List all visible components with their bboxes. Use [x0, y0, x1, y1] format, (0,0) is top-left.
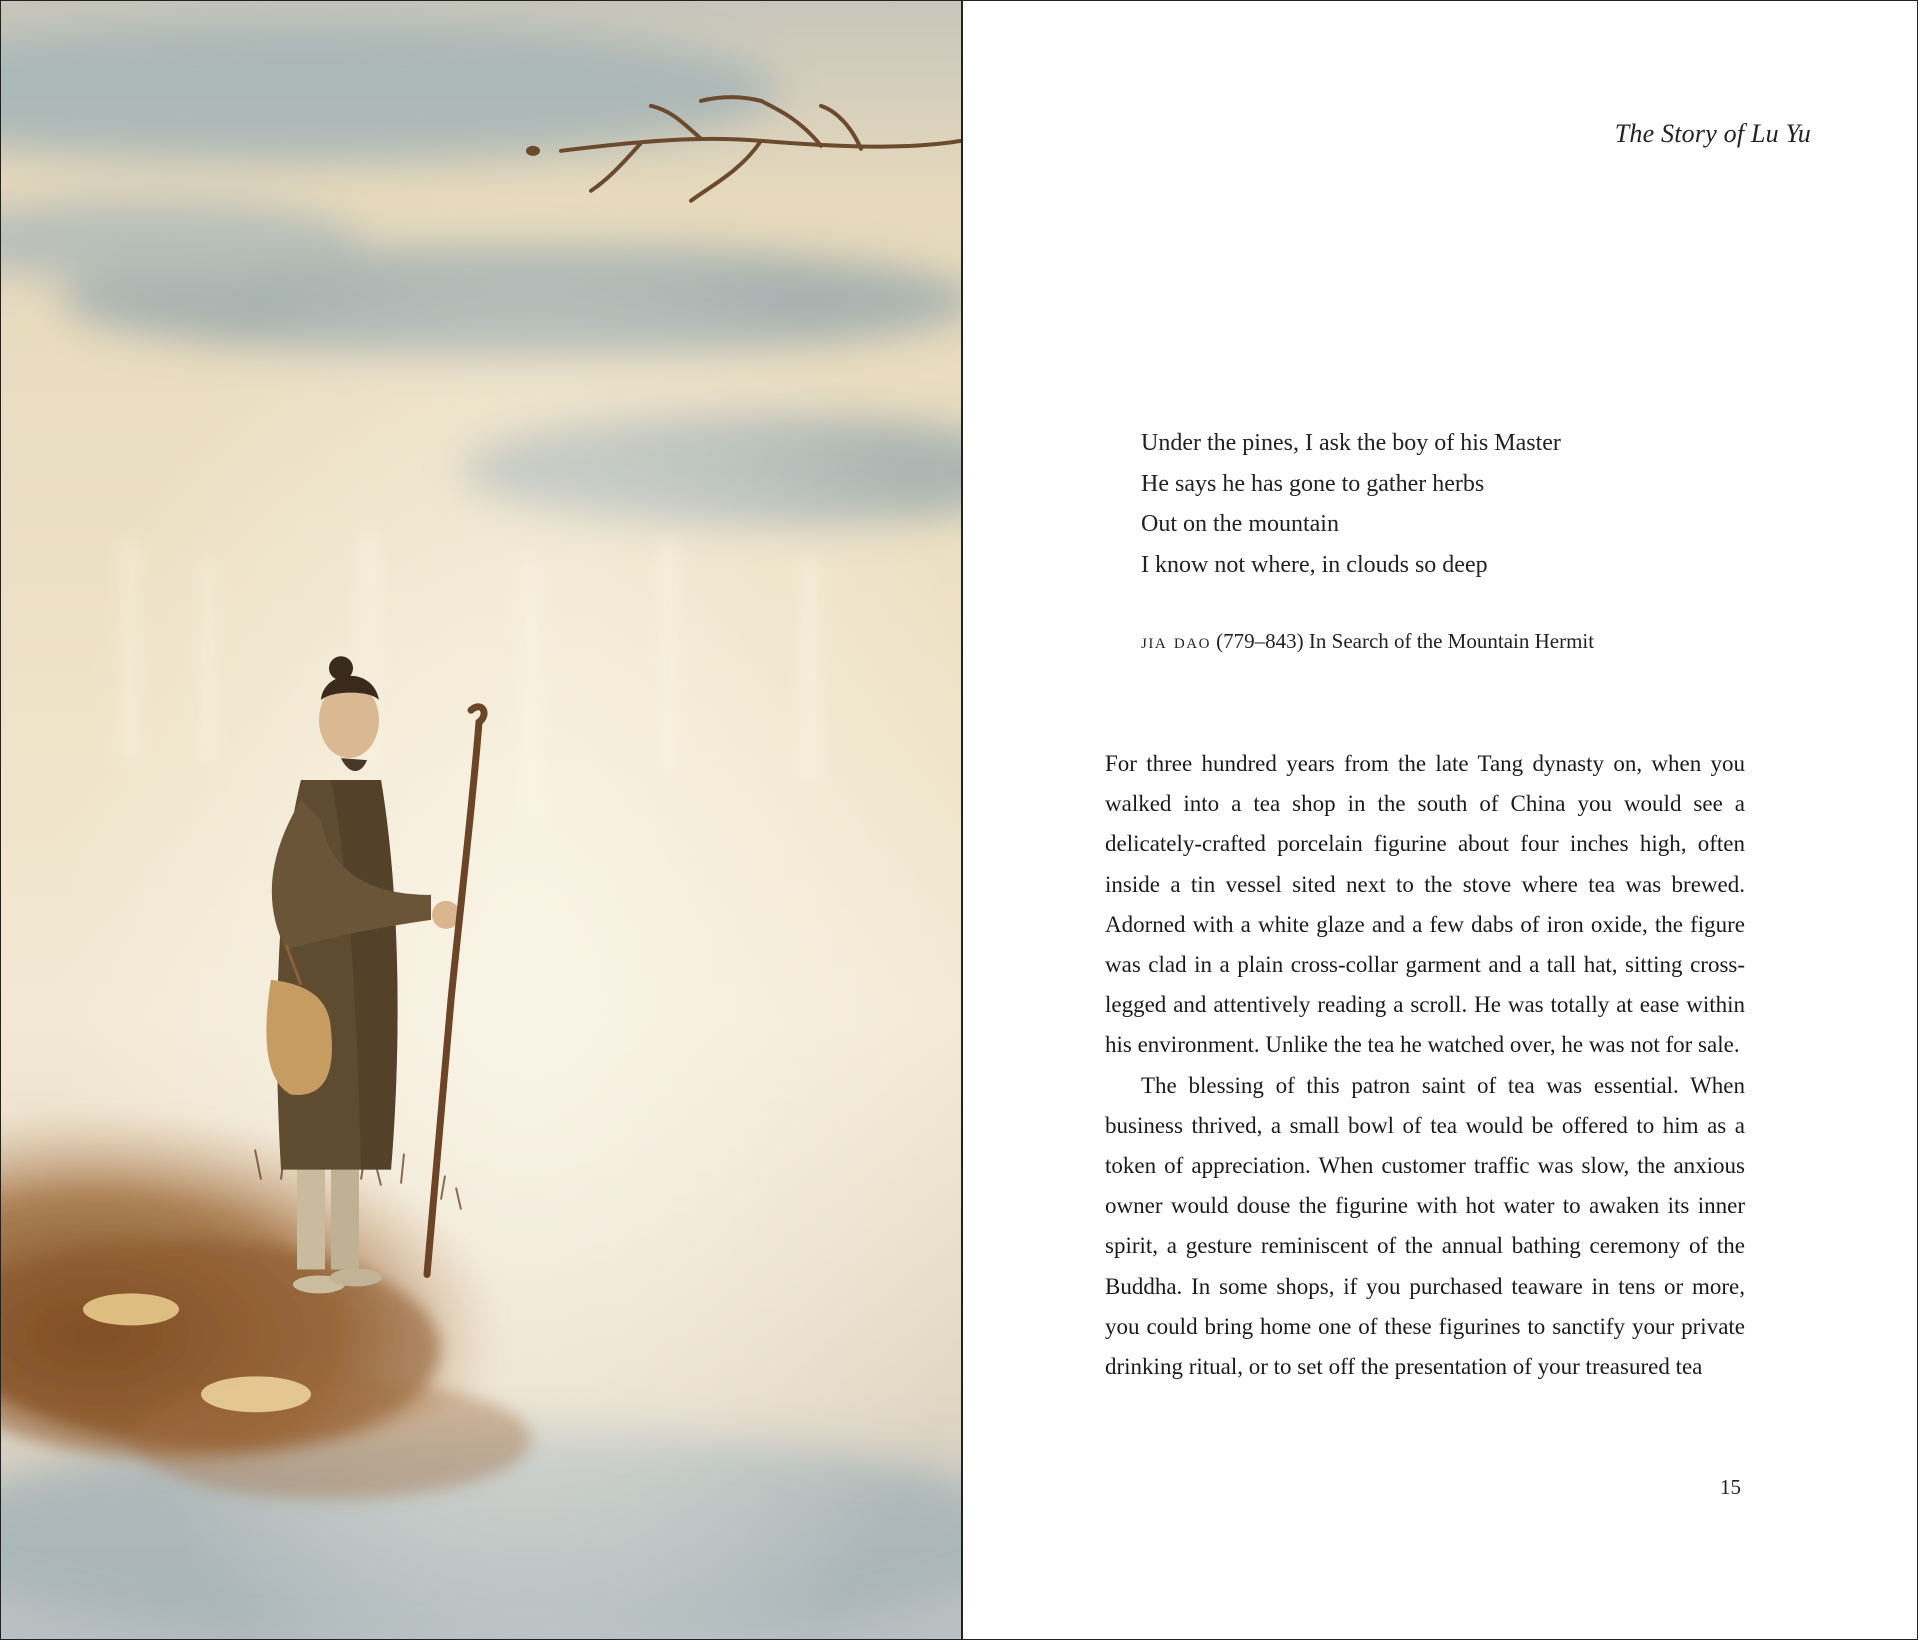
poem-line: I know not where, in clouds so deep	[1141, 551, 1488, 578]
epigraph-poem	[1141, 423, 1561, 585]
poem-line: He says he has gone to gather herbs	[1141, 470, 1485, 497]
body-text	[1105, 744, 1745, 1387]
attribution-author: jia dao	[1141, 629, 1211, 653]
text-page	[963, 1, 1917, 1639]
running-header: The Story of Lu Yu	[1614, 119, 1811, 148]
poem-attribution	[1141, 629, 1594, 654]
illustration-page	[1, 1, 963, 1639]
body-paragraph: The blessing of this patron saint of tea was essential. When business thrived, a small bowl of tea would be offered to him as a token of appreciation. When customer traffic was slow, the anxious owner would douse the figurine with hot water to awaken its inner spirit, a gesture reminiscent of the annual bathing ceremony of the Buddha. In some shops, if you purchased teaware in tens or more, you could bring home one of these figurines to sanctify your private drinking ritual, or to set off the presentation of your treasured tea	[1105, 1072, 1745, 1380]
poem-line: Under the pines, I ask the boy of his Master	[1141, 430, 1561, 456]
body-paragraph: For three hundred years from the late Tang dynasty on, when you walked into a tea shop in the south of China you would see a delicately-crafted porcelain figurine about four inches high, often inside a tin vessel sited next to the stove where tea was brewed. Adorned with a white glaze and a few dabs of iron oxide, the figure was clad in a plain cross-collar garment and a tall hat, sitting cross-legged and attentively reading a scroll. He was totally at ease within his environment. Unlike the tea he watched over, he was not for sale.	[1105, 751, 1745, 1058]
poem-line: Out on the mountain	[1141, 511, 1339, 537]
attribution-details: (779–843) In Search of the Mountain Hermit	[1210, 629, 1595, 653]
hermit-illustration	[1, 1, 961, 1639]
page-number: 15	[1720, 1475, 1741, 1499]
